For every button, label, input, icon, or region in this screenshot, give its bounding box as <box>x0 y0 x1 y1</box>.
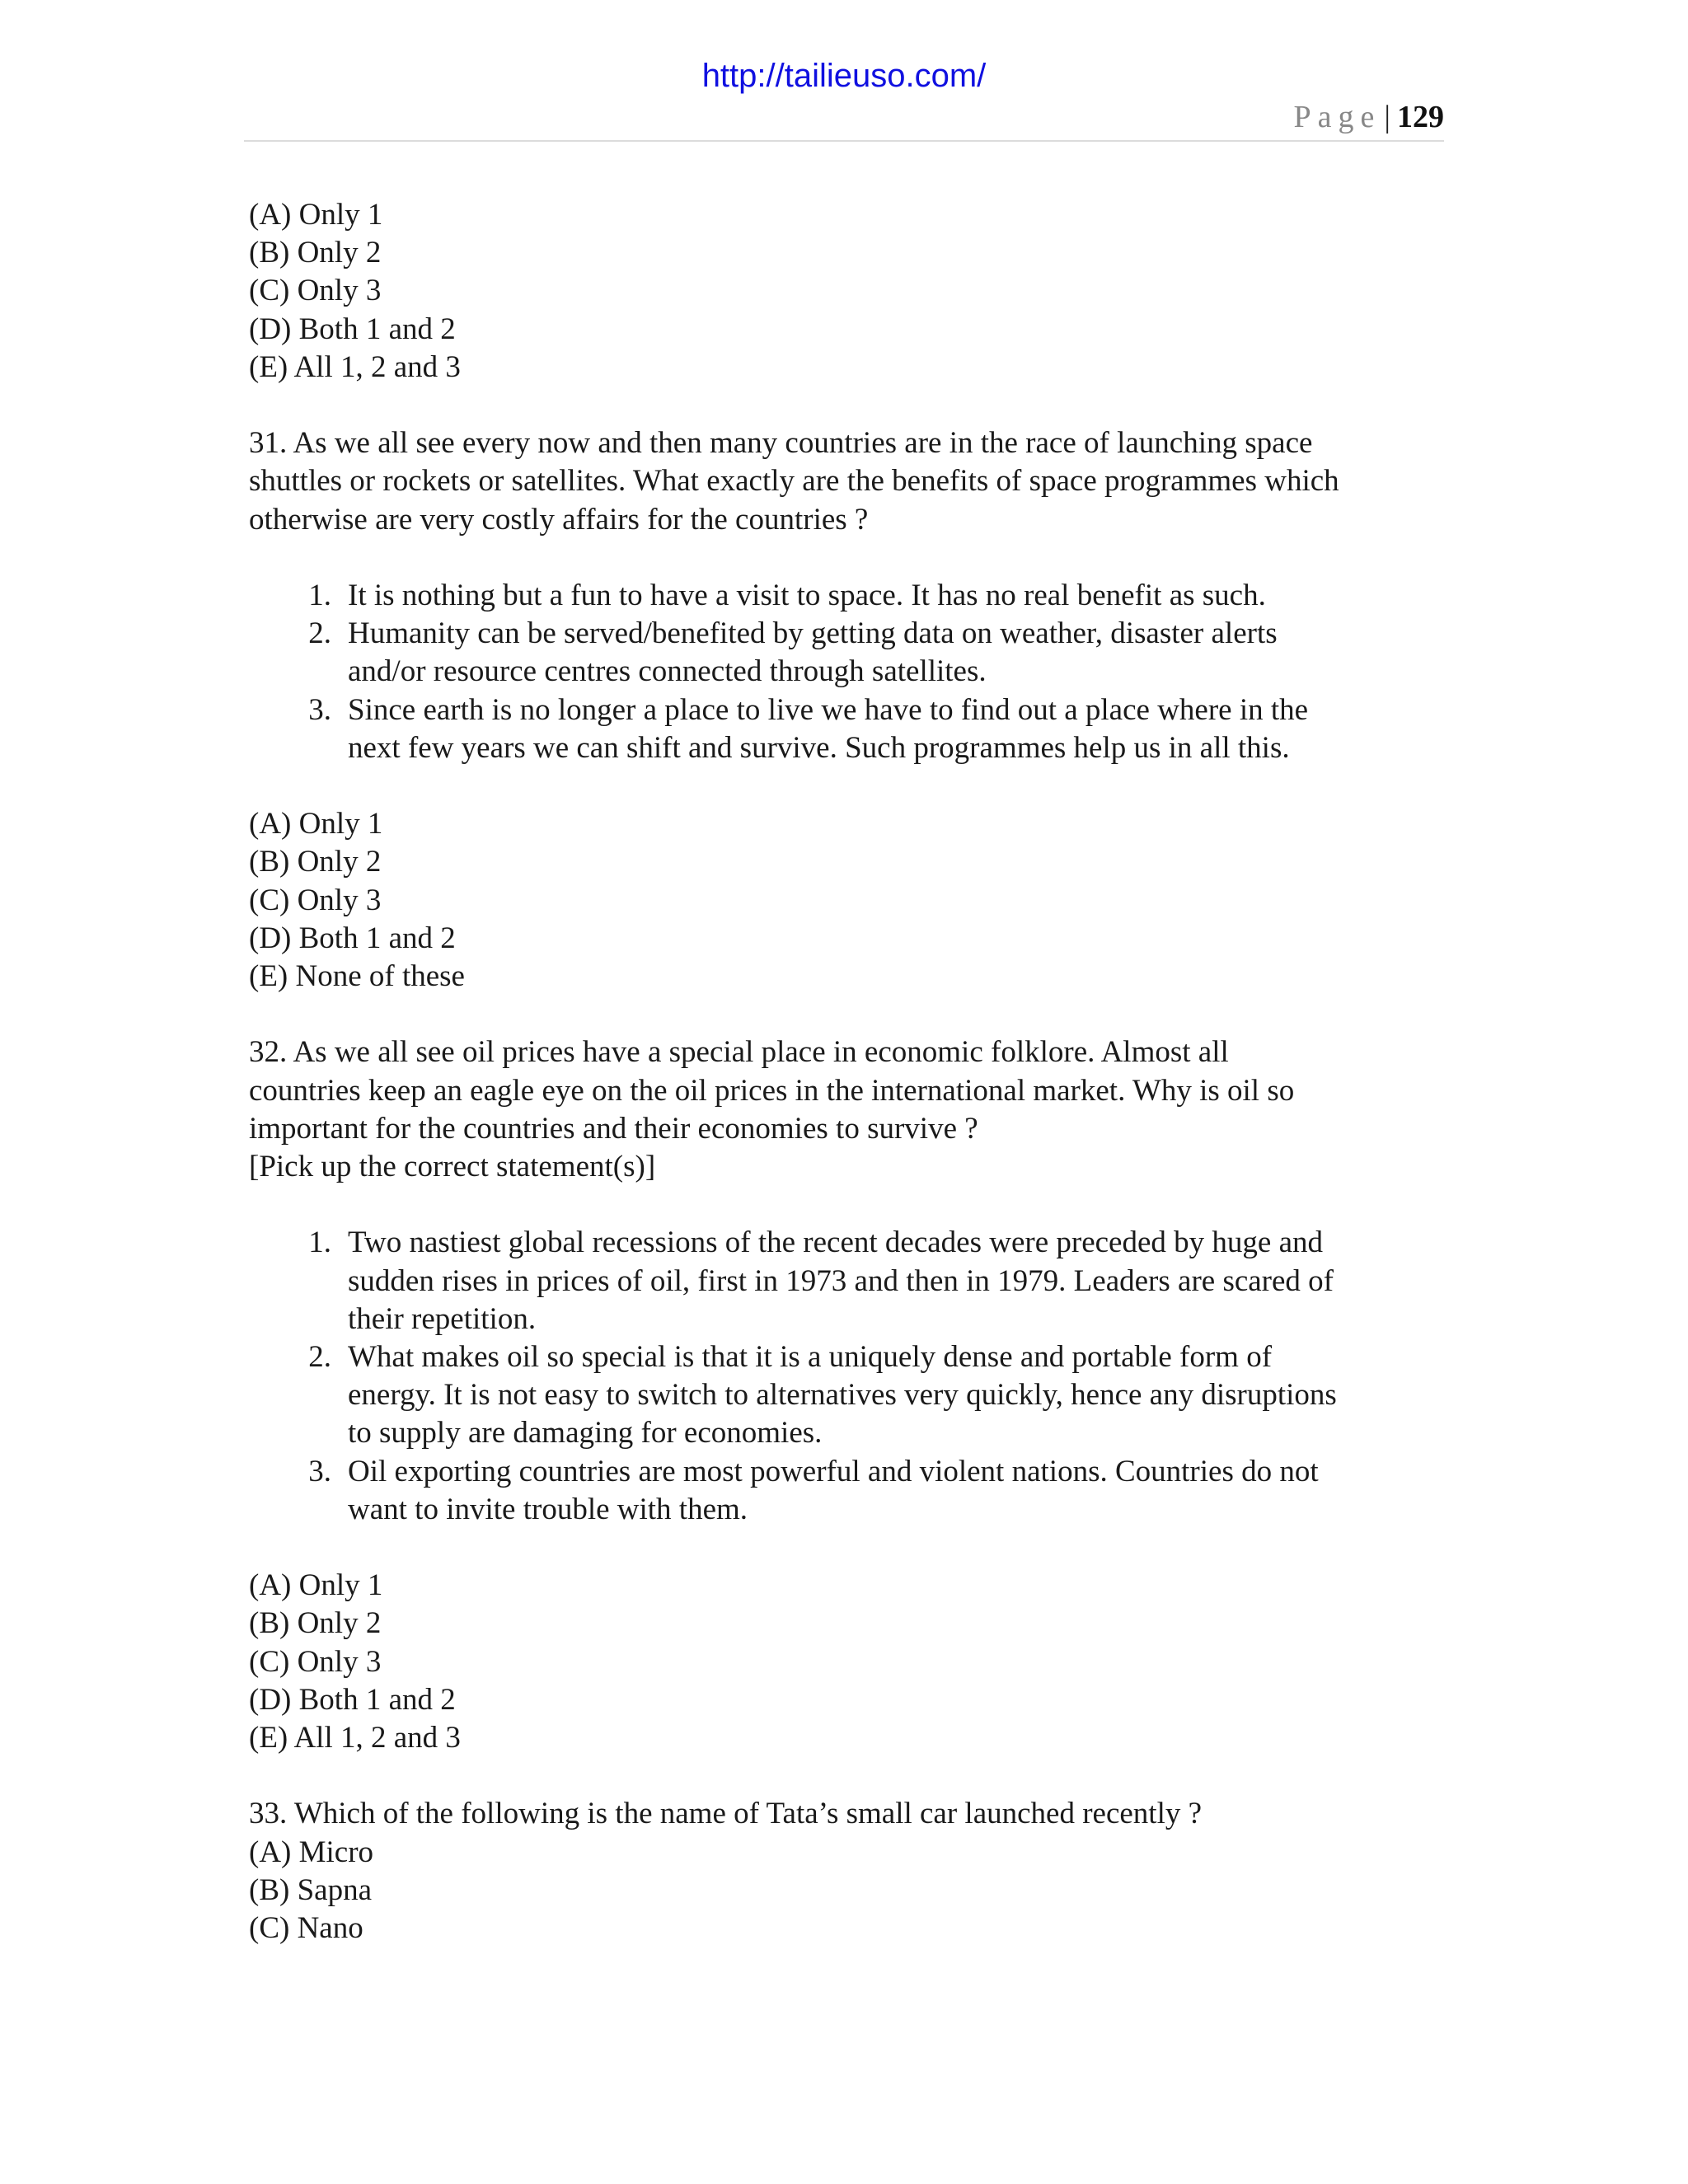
option-b: (B) Only 2 <box>249 845 382 879</box>
question-text-line: 33. Which of the following is the name of Tata’s small car launched recently ? <box>249 1797 1203 1831</box>
question-text-line: 31. As we all see every now and then many countries are in the race of launching space <box>249 426 1313 461</box>
statement-line: Since earth is no longer a place to live we have to find out a place where in the <box>348 692 1309 727</box>
option-c: (C) Only 3 <box>249 1644 382 1679</box>
statement-line: sudden rises in prices of oil, first in 1973 and then in 1979. Leaders are scared of <box>348 1263 1334 1298</box>
option-d: (D) Both 1 and 2 <box>249 921 456 955</box>
answer-options <box>249 1567 1444 1757</box>
question-text-line: important for the countries and their economies to survive ? <box>249 1111 978 1146</box>
statement-item <box>249 1453 1444 1529</box>
statement-number: 2. <box>308 616 331 651</box>
question-31 <box>249 424 1444 996</box>
statement-list <box>249 1224 1444 1529</box>
statement-number: 3. <box>308 1454 331 1488</box>
option-a: (A) Only 1 <box>249 1568 383 1603</box>
header-divider <box>244 140 1444 142</box>
statement-line: and/or resource centres connected through satellites. <box>348 654 987 689</box>
option-c: (C) Only 3 <box>249 274 382 308</box>
answer-options <box>249 805 1444 996</box>
statement-item <box>249 577 1444 615</box>
option-a: (A) Only 1 <box>249 807 383 841</box>
answer-options <box>249 1834 1444 1948</box>
page-number: 129 <box>1397 100 1444 134</box>
question-text-line: otherwise are very costly affairs for the countries ? <box>249 502 869 537</box>
option-c: (C) Only 3 <box>249 883 382 917</box>
page-header <box>1294 97 1444 137</box>
option-a: (A) Only 1 <box>249 198 383 232</box>
question-text-line: countries keep an eagle eye on the oil prices in the international market. Why is oil so <box>249 1073 1295 1108</box>
statement-text <box>348 615 1444 691</box>
question-33 <box>249 1795 1444 1947</box>
question-text-line: 32. As we all see oil prices have a special place in economic folklore. Almost all <box>249 1035 1229 1070</box>
statement-item <box>249 1338 1444 1453</box>
question-text-line: shuttles or rockets or satellites. What exactly are the benefits of space programmes which <box>249 464 1339 499</box>
option-d: (D) Both 1 and 2 <box>249 1682 456 1717</box>
statement-item <box>249 1224 1444 1338</box>
option-e: (E) All 1, 2 and 3 <box>249 1721 461 1755</box>
statement-line: want to invite trouble with them. <box>348 1492 748 1526</box>
option-e: (E) All 1, 2 and 3 <box>249 349 461 384</box>
option-b: (B) Only 2 <box>249 1606 382 1641</box>
statement-text <box>348 1338 1444 1453</box>
page-separator: | <box>1384 100 1390 134</box>
statement-text <box>348 691 1444 767</box>
statement-line: to supply are damaging for economies. <box>348 1416 823 1451</box>
statement-line: What makes oil so special is that it is a uniquely dense and portable form of <box>348 1340 1273 1375</box>
page-label: Page <box>1293 100 1381 134</box>
statement-number: 1. <box>308 1226 331 1260</box>
statement-item <box>249 691 1444 767</box>
statement-number: 1. <box>308 579 331 612</box>
option-b: (B) Sapna <box>249 1872 372 1907</box>
statement-line: their repetition. <box>348 1301 537 1336</box>
statement-item <box>249 615 1444 691</box>
statement-line: Two nastiest global recessions of the recent decades were preceded by huge and <box>348 1226 1323 1260</box>
option-d: (D) Both 1 and 2 <box>249 312 456 346</box>
statement-text <box>348 1453 1444 1529</box>
statement-number: 3. <box>308 692 331 727</box>
question-instruction: [Pick up the correct statement(s)] <box>249 1150 656 1184</box>
option-c: (C) Nano <box>249 1911 363 1946</box>
statement-text <box>348 577 1444 615</box>
statement-text <box>348 1224 1444 1338</box>
option-b: (B) Only 2 <box>249 236 382 270</box>
option-e: (E) None of these <box>249 959 465 994</box>
site-url-link[interactable]: http://tailieuso.com/ <box>701 58 987 94</box>
option-a: (A) Micro <box>249 1835 374 1869</box>
statement-line: next few years we can shift and survive. Such programmes help us in all this. <box>348 730 1290 765</box>
statement-line: energy. It is not easy to switch to alternatives very quickly, hence any disruptions <box>348 1378 1337 1413</box>
statement-number: 2. <box>308 1340 331 1375</box>
statement-line: It is nothing but a fun to have a visit to space. It has no real benefit as such. <box>348 579 1266 612</box>
statement-list <box>249 577 1444 767</box>
page-content <box>249 196 1444 1947</box>
statement-line: Humanity can be served/benefited by getting data on weather, disaster alerts <box>348 616 1278 651</box>
prev-question-options <box>249 196 1444 387</box>
question-32 <box>249 1033 1444 1757</box>
statement-line: Oil exporting countries are most powerful and violent nations. Countries do not <box>348 1454 1319 1488</box>
